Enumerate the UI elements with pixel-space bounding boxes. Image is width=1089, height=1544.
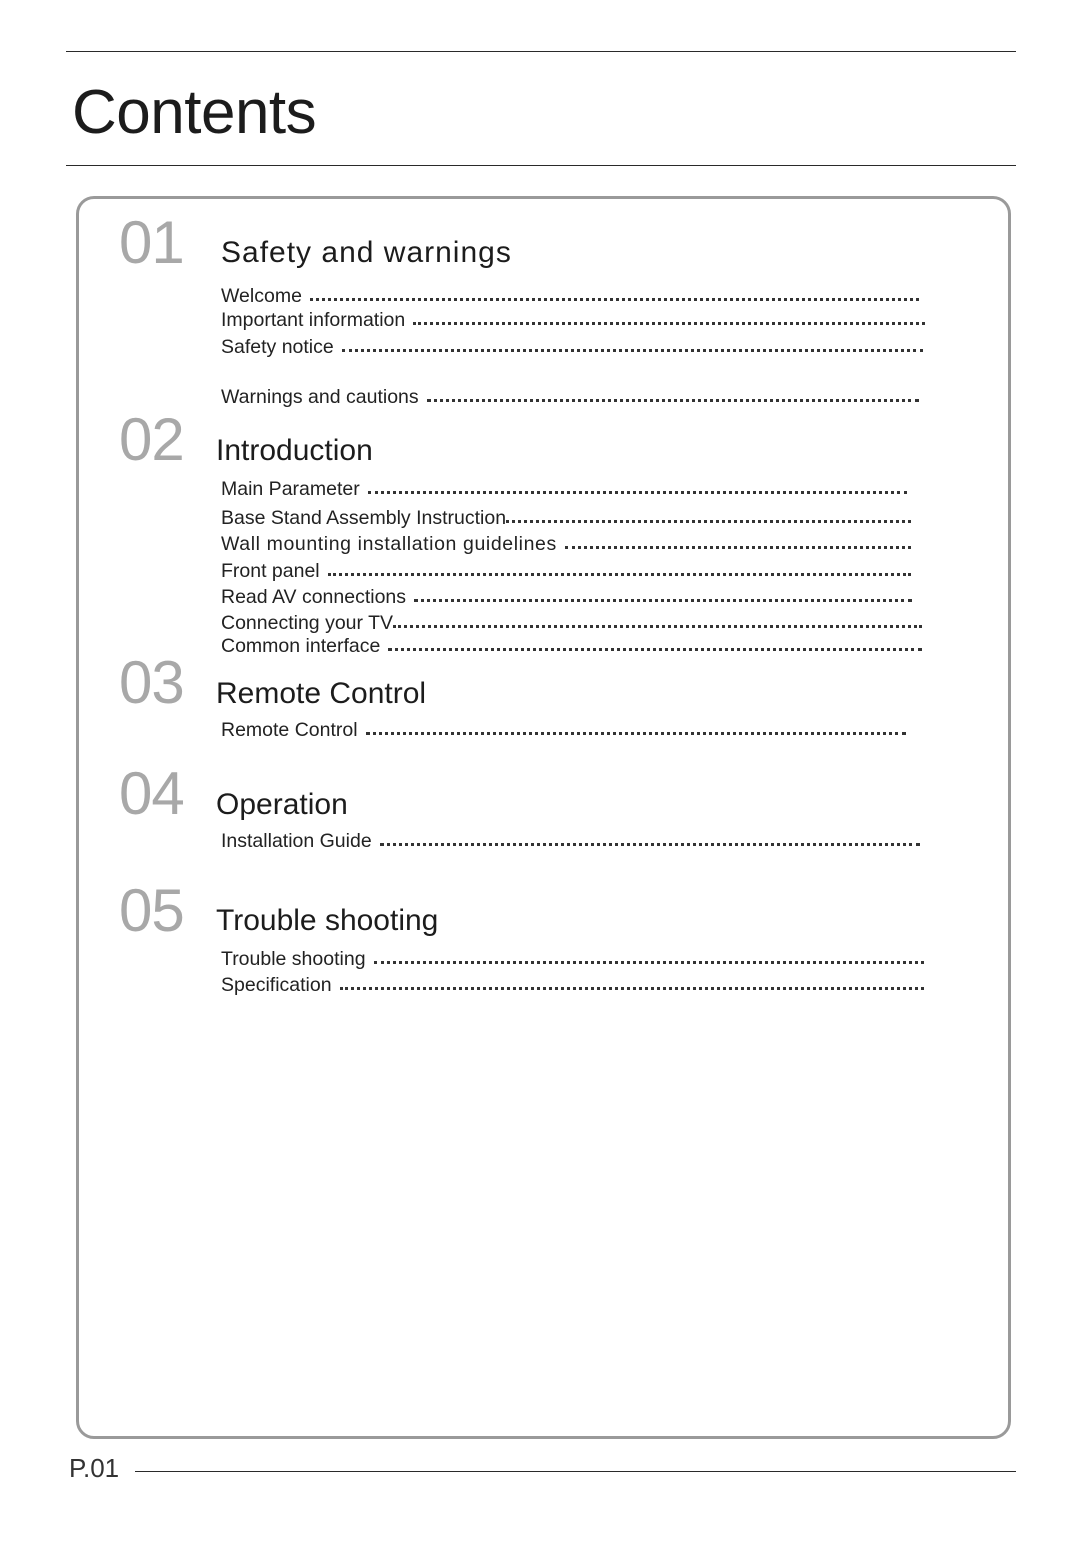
toc-entry-label: Installation Guide bbox=[221, 830, 372, 852]
toc-entry-label: Trouble shooting bbox=[221, 948, 366, 970]
toc-entry[interactable] bbox=[221, 334, 923, 358]
toc-entry-label: Specification bbox=[221, 974, 332, 996]
dot-leader bbox=[328, 573, 911, 576]
dot-leader bbox=[506, 520, 911, 523]
toc-entry[interactable] bbox=[221, 283, 919, 307]
section-number: 03 bbox=[119, 649, 184, 716]
toc-entry[interactable] bbox=[221, 610, 922, 634]
section-number: 01 bbox=[119, 209, 184, 276]
toc-entry[interactable] bbox=[221, 828, 920, 852]
top-rule bbox=[66, 51, 1016, 52]
section-title: Trouble shooting bbox=[216, 904, 439, 937]
page-title: Contents bbox=[72, 78, 317, 147]
dot-leader bbox=[393, 625, 922, 628]
toc-entry-label: Connecting your TV bbox=[221, 612, 393, 634]
toc-entry[interactable] bbox=[221, 946, 924, 970]
toc-entry-label: Read AV connections bbox=[221, 586, 407, 608]
toc-entry-label: Important information bbox=[221, 309, 406, 331]
dot-leader bbox=[374, 961, 924, 964]
section-title: Introduction bbox=[216, 434, 373, 467]
dot-leader bbox=[388, 648, 922, 651]
toc-entry[interactable] bbox=[221, 717, 906, 741]
section-title: Operation bbox=[216, 788, 348, 821]
section-number: 02 bbox=[119, 406, 184, 473]
section-number: 04 bbox=[119, 760, 184, 827]
toc-entry[interactable] bbox=[221, 972, 924, 996]
dot-leader bbox=[342, 349, 923, 352]
dot-leader bbox=[414, 599, 912, 602]
toc-entry-label: Safety notice bbox=[221, 336, 334, 358]
dot-leader bbox=[310, 298, 919, 301]
page-number: P.01 bbox=[69, 1453, 120, 1483]
title-rule bbox=[66, 165, 1016, 166]
toc-entry-label: Front panel bbox=[221, 560, 320, 582]
toc-entry[interactable] bbox=[221, 307, 925, 331]
dot-leader bbox=[427, 399, 919, 402]
toc-entry[interactable] bbox=[221, 531, 911, 555]
dot-leader bbox=[366, 732, 906, 735]
toc-entry[interactable] bbox=[221, 384, 919, 408]
toc-entry[interactable] bbox=[221, 505, 911, 529]
section-title: Remote Control bbox=[216, 677, 427, 710]
toc-entry-label: Warnings and cautions bbox=[221, 386, 419, 408]
toc-entry[interactable] bbox=[221, 558, 911, 582]
dot-leader bbox=[368, 491, 907, 494]
footer-rule bbox=[135, 1471, 1016, 1472]
dot-leader bbox=[340, 987, 924, 990]
toc-entry-label: Main Parameter bbox=[221, 478, 360, 500]
toc-entry[interactable] bbox=[221, 476, 907, 500]
toc-entry-label: Base Stand Assembly Instruction bbox=[221, 507, 507, 529]
toc-entry-label: Wall mounting installation guidelines bbox=[221, 533, 557, 555]
dot-leader bbox=[565, 546, 911, 549]
toc-entry-label: Common interface bbox=[221, 635, 381, 657]
dot-leader bbox=[380, 843, 920, 846]
section-title: Safety and warnings bbox=[221, 236, 512, 269]
toc-entry[interactable] bbox=[221, 584, 912, 608]
toc-entry-label: Remote Control bbox=[221, 719, 358, 741]
toc-entry-label: Welcome bbox=[221, 285, 302, 307]
section-number: 05 bbox=[119, 877, 184, 944]
toc-entry[interactable] bbox=[221, 633, 922, 657]
dot-leader bbox=[413, 322, 925, 325]
